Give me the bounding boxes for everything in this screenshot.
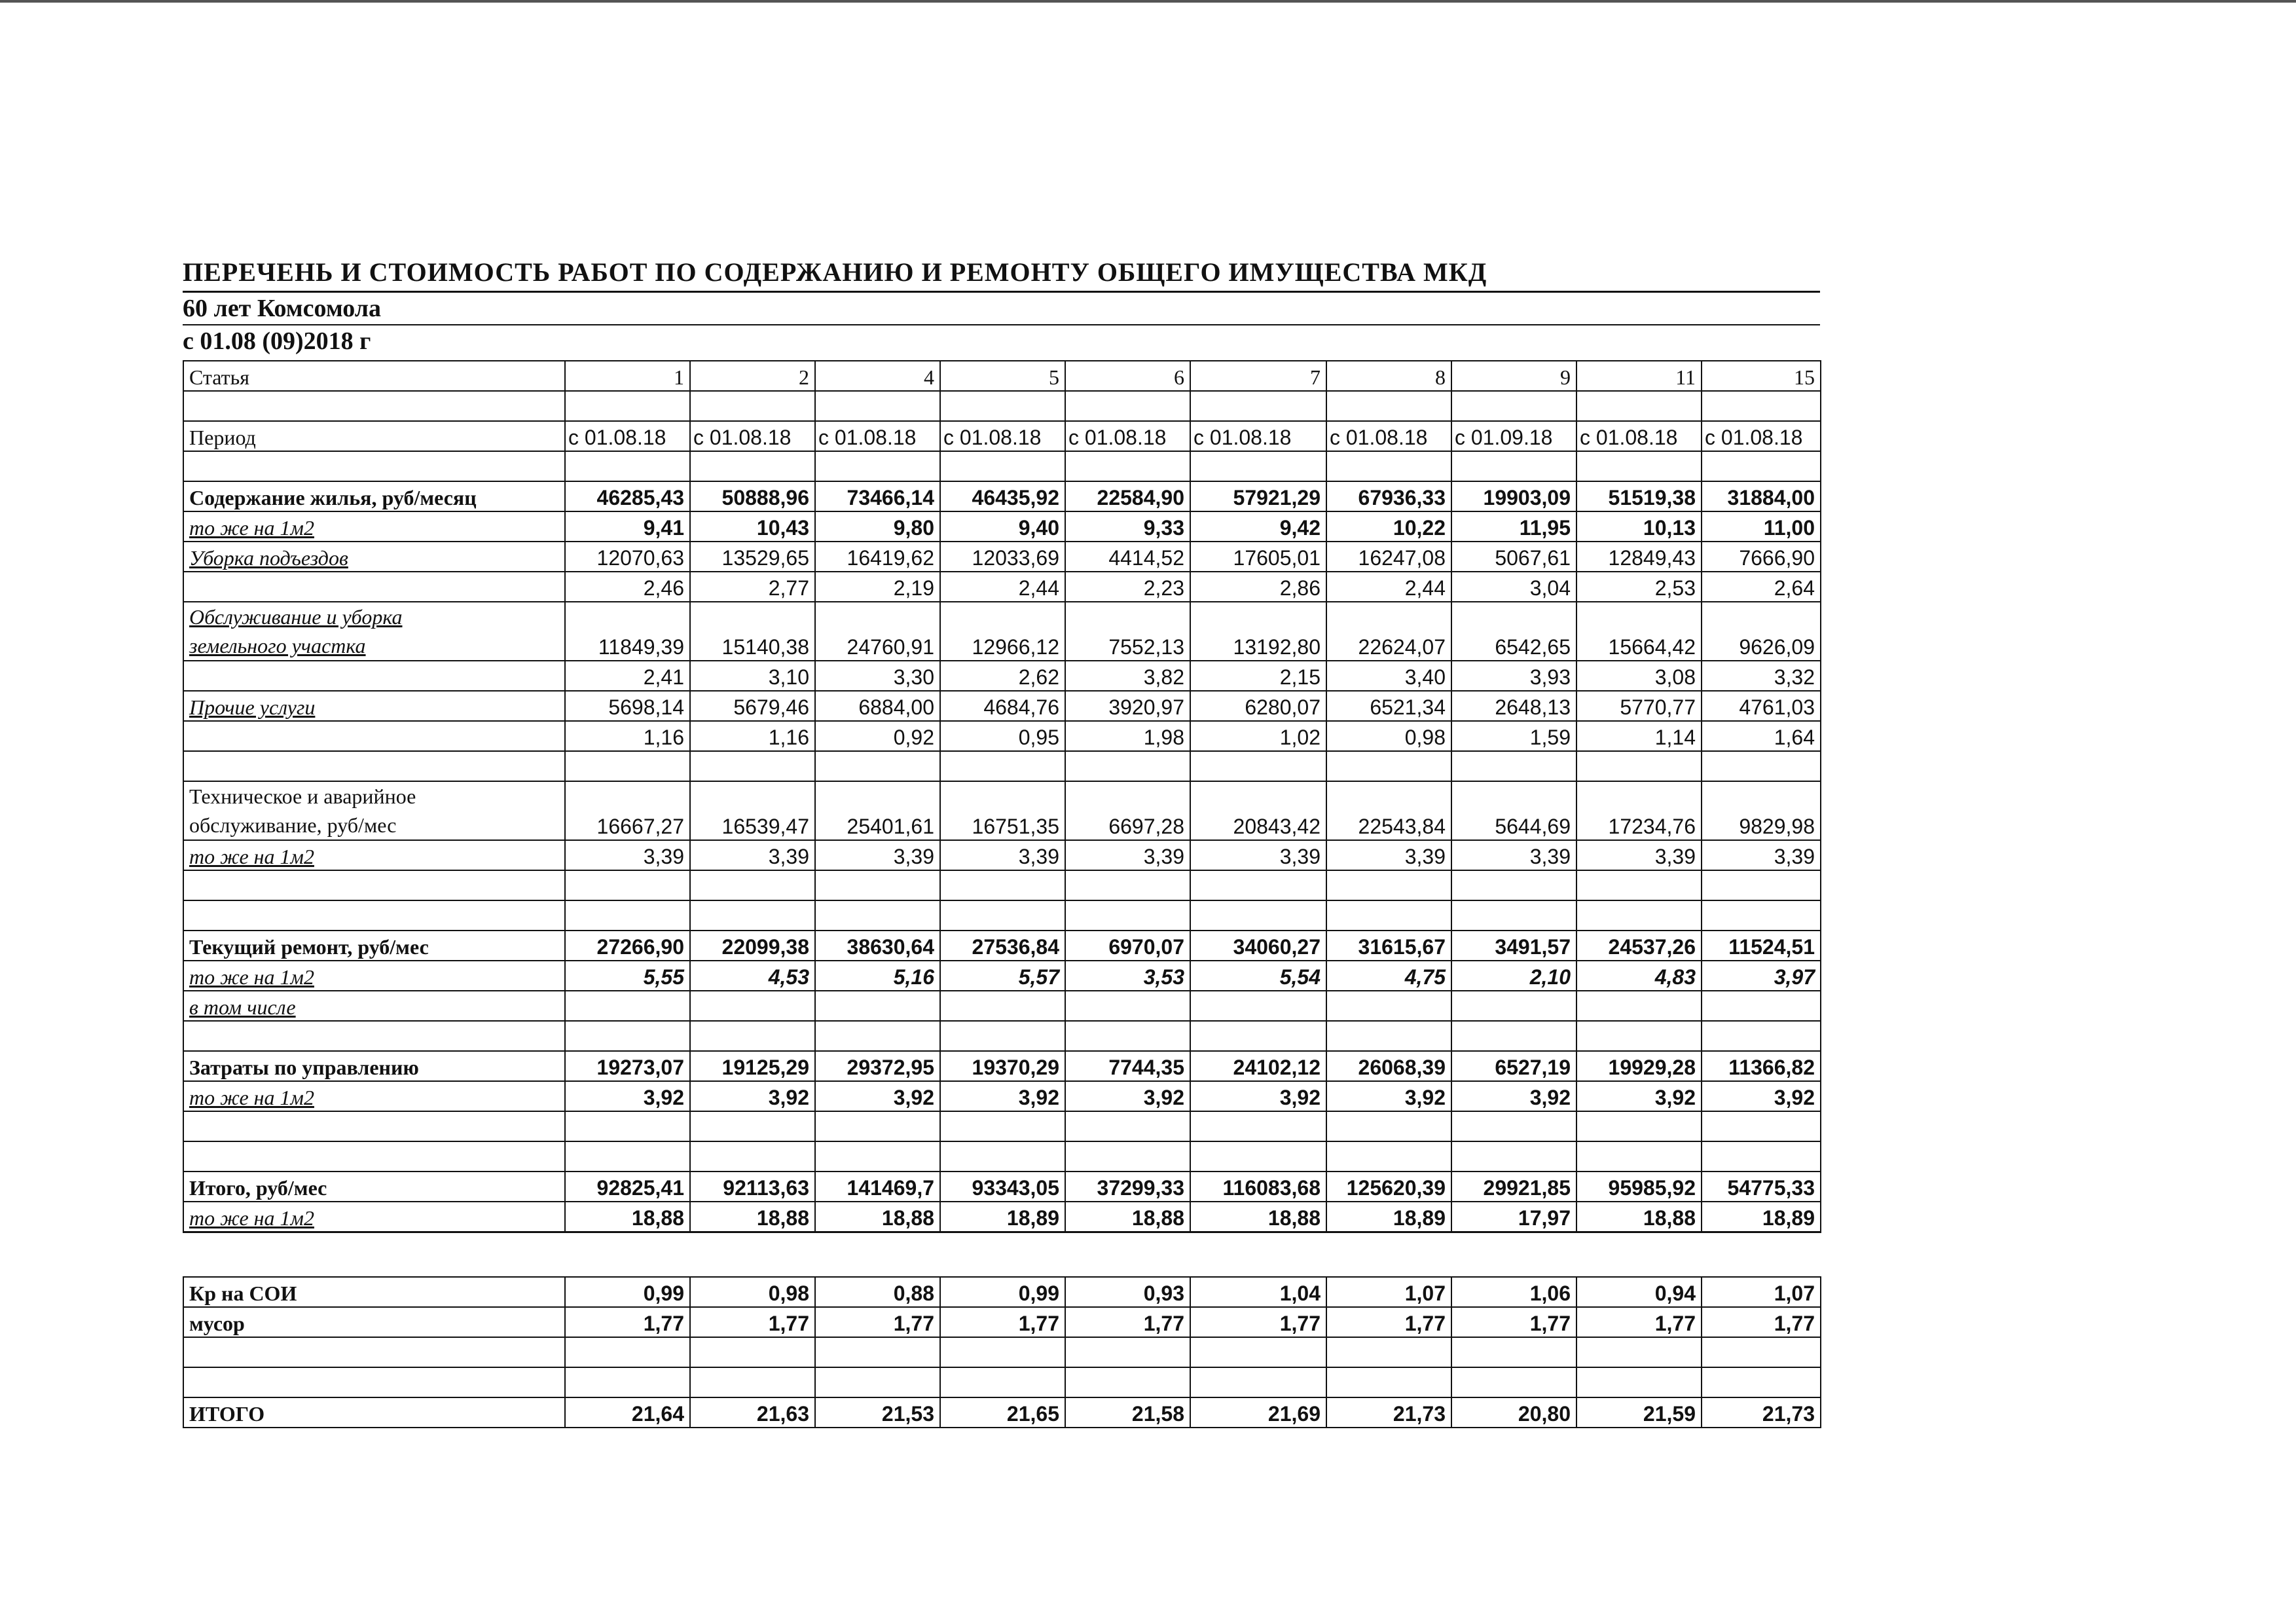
value-cell: 0,99 bbox=[940, 1277, 1065, 1307]
value-cell: 5,55 bbox=[565, 961, 690, 991]
value-cell: 13529,65 bbox=[690, 542, 815, 572]
value-cell: 11366,82 bbox=[1702, 1051, 1821, 1081]
house-number: 11 bbox=[1576, 361, 1702, 391]
value-cell: 15664,42 bbox=[1576, 602, 1702, 661]
value-cell: 1,64 bbox=[1702, 721, 1821, 751]
value-cell: 2,15 bbox=[1190, 661, 1326, 691]
value-cell: 9,41 bbox=[565, 511, 690, 542]
value-cell: 3,92 bbox=[1702, 1081, 1821, 1111]
row-label: Итого, руб/мес bbox=[183, 1172, 565, 1202]
value-cell: 16247,08 bbox=[1326, 542, 1451, 572]
row-total-monthly bbox=[183, 1172, 1821, 1202]
row-land-maintenance bbox=[183, 602, 1821, 661]
value-cell: 7744,35 bbox=[1065, 1051, 1190, 1081]
value-cell: 18,89 bbox=[1326, 1202, 1451, 1232]
value-cell: 12849,43 bbox=[1576, 542, 1702, 572]
period-cell: с 01.08.18 bbox=[940, 421, 1065, 451]
value-cell: 1,04 bbox=[1190, 1277, 1326, 1307]
value-cell: 2,41 bbox=[565, 661, 690, 691]
value-cell: 1,77 bbox=[565, 1307, 690, 1337]
value-cell: 1,77 bbox=[1190, 1307, 1326, 1337]
house-number: 2 bbox=[690, 361, 815, 391]
value-cell: 1,02 bbox=[1190, 721, 1326, 751]
row-per-m2 bbox=[183, 1202, 1821, 1232]
value-cell: 18,88 bbox=[1576, 1202, 1702, 1232]
row-housing-maintenance bbox=[183, 481, 1821, 511]
value-cell: 2,62 bbox=[940, 661, 1065, 691]
empty-row bbox=[183, 1337, 1821, 1367]
value-cell: 1,98 bbox=[1065, 721, 1190, 751]
row-grand-total bbox=[183, 1397, 1821, 1428]
value-cell: 2,64 bbox=[1702, 572, 1821, 602]
row-garbage bbox=[183, 1307, 1821, 1337]
value-cell: 5679,46 bbox=[690, 691, 815, 721]
row-label: в том числе bbox=[183, 991, 565, 1021]
value-cell: 51519,38 bbox=[1576, 481, 1702, 511]
value-cell: 22099,38 bbox=[690, 931, 815, 961]
value-cell: 3,39 bbox=[815, 840, 940, 870]
value-cell: 20843,42 bbox=[1190, 781, 1326, 840]
row-including bbox=[183, 991, 1821, 1021]
header-row bbox=[183, 361, 1821, 391]
value-cell: 7552,13 bbox=[1065, 602, 1190, 661]
value-cell: 22624,07 bbox=[1326, 602, 1451, 661]
row-per-m2 bbox=[183, 721, 1821, 751]
document-title: ПЕРЕЧЕНЬ И СТОИМОСТЬ РАБОТ ПО СОДЕРЖАНИЮ И РЕМОНТУ ОБЩЕГО ИМУЩЕСТВА МКД bbox=[183, 254, 1820, 293]
value-cell: 6521,34 bbox=[1326, 691, 1451, 721]
house-number: 1 bbox=[565, 361, 690, 391]
value-cell: 9,40 bbox=[940, 511, 1065, 542]
value-cell: 13192,80 bbox=[1190, 602, 1326, 661]
row-per-m2 bbox=[183, 661, 1821, 691]
value-cell: 3,53 bbox=[1065, 961, 1190, 991]
value-cell: 92113,63 bbox=[690, 1172, 815, 1202]
value-cell: 19929,28 bbox=[1576, 1051, 1702, 1081]
row-label: то же на 1м2 bbox=[183, 511, 565, 542]
value-cell: 3,82 bbox=[1065, 661, 1190, 691]
house-number: 8 bbox=[1326, 361, 1451, 391]
row-label: Обслуживание и уборка земельного участка bbox=[183, 602, 565, 661]
value-cell: 2,10 bbox=[1451, 961, 1576, 991]
value-cell: 21,53 bbox=[815, 1397, 940, 1428]
row-per-m2 bbox=[183, 840, 1821, 870]
period-cell: с 01.08.18 bbox=[1326, 421, 1451, 451]
value-cell: 3,92 bbox=[690, 1081, 815, 1111]
empty-row bbox=[183, 751, 1821, 781]
value-cell: 29921,85 bbox=[1451, 1172, 1576, 1202]
value-cell: 3,39 bbox=[1576, 840, 1702, 870]
row-label: Техническое и аварийное обслуживание, руб/мес bbox=[183, 781, 565, 840]
empty-row bbox=[183, 391, 1821, 421]
house-number: 7 bbox=[1190, 361, 1326, 391]
period-cell: с 01.08.18 bbox=[565, 421, 690, 451]
value-cell: 2,77 bbox=[690, 572, 815, 602]
value-cell: 0,98 bbox=[1326, 721, 1451, 751]
row-per-m2 bbox=[183, 961, 1821, 991]
value-cell: 2,46 bbox=[565, 572, 690, 602]
value-cell: 5,57 bbox=[940, 961, 1065, 991]
empty-row bbox=[183, 1367, 1821, 1397]
value-cell: 3,32 bbox=[1702, 661, 1821, 691]
value-cell: 18,88 bbox=[565, 1202, 690, 1232]
value-cell: 1,77 bbox=[940, 1307, 1065, 1337]
value-cell: 17234,76 bbox=[1576, 781, 1702, 840]
value-cell: 37299,33 bbox=[1065, 1172, 1190, 1202]
value-cell: 12033,69 bbox=[940, 542, 1065, 572]
value-cell: 0,88 bbox=[815, 1277, 940, 1307]
value-cell: 9626,09 bbox=[1702, 602, 1821, 661]
value-cell: 0,99 bbox=[565, 1277, 690, 1307]
value-cell: 17,97 bbox=[1451, 1202, 1576, 1232]
value-cell: 93343,05 bbox=[940, 1172, 1065, 1202]
value-cell: 3,92 bbox=[1576, 1081, 1702, 1111]
period-row bbox=[183, 421, 1821, 451]
value-cell: 1,07 bbox=[1702, 1277, 1821, 1307]
empty-row bbox=[183, 1141, 1821, 1172]
value-cell: 6970,07 bbox=[1065, 931, 1190, 961]
value-cell: 16751,35 bbox=[940, 781, 1065, 840]
row-label: мусор bbox=[183, 1307, 565, 1337]
scan-top-edge bbox=[0, 0, 2296, 3]
empty-row bbox=[183, 900, 1821, 931]
value-cell: 31884,00 bbox=[1702, 481, 1821, 511]
value-cell: 18,88 bbox=[690, 1202, 815, 1232]
value-cell: 19125,29 bbox=[690, 1051, 815, 1081]
value-cell: 11,00 bbox=[1702, 511, 1821, 542]
value-cell: 73466,14 bbox=[815, 481, 940, 511]
value-cell: 5,54 bbox=[1190, 961, 1326, 991]
value-cell: 3,39 bbox=[940, 840, 1065, 870]
value-cell: 18,88 bbox=[1065, 1202, 1190, 1232]
value-cell: 21,65 bbox=[940, 1397, 1065, 1428]
value-cell: 0,98 bbox=[690, 1277, 815, 1307]
value-cell: 2,23 bbox=[1065, 572, 1190, 602]
empty-row bbox=[183, 870, 1821, 900]
value-cell: 2,19 bbox=[815, 572, 940, 602]
row-label: Содержание жилья, руб/месяц bbox=[183, 481, 565, 511]
value-cell: 26068,39 bbox=[1326, 1051, 1451, 1081]
value-cell: 3,39 bbox=[1451, 840, 1576, 870]
value-cell: 0,95 bbox=[940, 721, 1065, 751]
row-label: то же на 1м2 bbox=[183, 961, 565, 991]
value-cell: 46435,92 bbox=[940, 481, 1065, 511]
value-cell: 3,30 bbox=[815, 661, 940, 691]
value-cell: 5067,61 bbox=[1451, 542, 1576, 572]
value-cell: 9,42 bbox=[1190, 511, 1326, 542]
value-cell: 19370,29 bbox=[940, 1051, 1065, 1081]
value-cell: 1,14 bbox=[1576, 721, 1702, 751]
tariff-summary-table bbox=[183, 1276, 1821, 1428]
value-cell: 1,77 bbox=[1576, 1307, 1702, 1337]
row-label: Прочие услуги bbox=[183, 691, 565, 721]
value-cell: 3,97 bbox=[1702, 961, 1821, 991]
value-cell: 1,77 bbox=[1065, 1307, 1190, 1337]
value-cell: 3,39 bbox=[1702, 840, 1821, 870]
empty-row bbox=[183, 451, 1821, 481]
row-current-repair bbox=[183, 931, 1821, 961]
value-cell: 5770,77 bbox=[1576, 691, 1702, 721]
value-cell: 16419,62 bbox=[815, 542, 940, 572]
document-address: 60 лет Комсомола bbox=[183, 293, 1820, 325]
value-cell: 10,43 bbox=[690, 511, 815, 542]
row-management-costs bbox=[183, 1051, 1821, 1081]
value-cell: 25401,61 bbox=[815, 781, 940, 840]
value-cell: 116083,68 bbox=[1190, 1172, 1326, 1202]
value-cell: 19903,09 bbox=[1451, 481, 1576, 511]
value-cell: 6542,65 bbox=[1451, 602, 1576, 661]
period-cell: с 01.08.18 bbox=[1190, 421, 1326, 451]
value-cell: 6280,07 bbox=[1190, 691, 1326, 721]
value-cell: 1,77 bbox=[1451, 1307, 1576, 1337]
value-cell: 6527,19 bbox=[1451, 1051, 1576, 1081]
value-cell: 10,13 bbox=[1576, 511, 1702, 542]
value-cell: 57921,29 bbox=[1190, 481, 1326, 511]
value-cell: 1,16 bbox=[565, 721, 690, 751]
period-cell: с 01.08.18 bbox=[1576, 421, 1702, 451]
period-cell: с 01.08.18 bbox=[1702, 421, 1821, 451]
row-per-m2 bbox=[183, 572, 1821, 602]
value-cell: 9,80 bbox=[815, 511, 940, 542]
row-label: Уборка подъездов bbox=[183, 542, 565, 572]
value-cell: 3,92 bbox=[815, 1081, 940, 1111]
period-cell: с 01.08.18 bbox=[815, 421, 940, 451]
value-cell: 141469,7 bbox=[815, 1172, 940, 1202]
empty-row bbox=[183, 1021, 1821, 1051]
value-cell: 18,89 bbox=[1702, 1202, 1821, 1232]
value-cell: 3,39 bbox=[690, 840, 815, 870]
house-number: 4 bbox=[815, 361, 940, 391]
value-cell: 11,95 bbox=[1451, 511, 1576, 542]
house-number: 6 bbox=[1065, 361, 1190, 391]
value-cell: 21,59 bbox=[1576, 1397, 1702, 1428]
house-number: 5 bbox=[940, 361, 1065, 391]
value-cell: 5,16 bbox=[815, 961, 940, 991]
value-cell: 21,73 bbox=[1702, 1397, 1821, 1428]
value-cell: 16667,27 bbox=[565, 781, 690, 840]
value-cell: 3,40 bbox=[1326, 661, 1451, 691]
value-cell: 21,73 bbox=[1326, 1397, 1451, 1428]
value-cell: 92825,41 bbox=[565, 1172, 690, 1202]
value-cell: 3,92 bbox=[1065, 1081, 1190, 1111]
value-cell: 2648,13 bbox=[1451, 691, 1576, 721]
value-cell: 9829,98 bbox=[1702, 781, 1821, 840]
row-capital-repair bbox=[183, 1277, 1821, 1307]
value-cell: 5644,69 bbox=[1451, 781, 1576, 840]
value-cell: 31615,67 bbox=[1326, 931, 1451, 961]
value-cell: 67936,33 bbox=[1326, 481, 1451, 511]
row-per-m2 bbox=[183, 511, 1821, 542]
value-cell: 12070,63 bbox=[565, 542, 690, 572]
value-cell: 15140,38 bbox=[690, 602, 815, 661]
value-cell: 27266,90 bbox=[565, 931, 690, 961]
empty-row bbox=[183, 1111, 1821, 1141]
value-cell: 95985,92 bbox=[1576, 1172, 1702, 1202]
period-label: Период bbox=[183, 421, 565, 451]
value-cell: 0,93 bbox=[1065, 1277, 1190, 1307]
value-cell: 24102,12 bbox=[1190, 1051, 1326, 1081]
value-cell: 125620,39 bbox=[1326, 1172, 1451, 1202]
header-label: Статья bbox=[183, 361, 565, 391]
value-cell: 24760,91 bbox=[815, 602, 940, 661]
value-cell: 21,69 bbox=[1190, 1397, 1326, 1428]
value-cell: 4761,03 bbox=[1702, 691, 1821, 721]
value-cell: 3,08 bbox=[1576, 661, 1702, 691]
value-cell: 3,93 bbox=[1451, 661, 1576, 691]
row-label: ИТОГО bbox=[183, 1397, 565, 1428]
value-cell: 24537,26 bbox=[1576, 931, 1702, 961]
value-cell: 2,44 bbox=[1326, 572, 1451, 602]
value-cell: 3,39 bbox=[1190, 840, 1326, 870]
value-cell: 12966,12 bbox=[940, 602, 1065, 661]
value-cell: 6884,00 bbox=[815, 691, 940, 721]
value-cell: 27536,84 bbox=[940, 931, 1065, 961]
value-cell: 0,94 bbox=[1576, 1277, 1702, 1307]
period-cell: с 01.09.18 bbox=[1451, 421, 1576, 451]
house-number: 15 bbox=[1702, 361, 1821, 391]
value-cell: 1,59 bbox=[1451, 721, 1576, 751]
value-cell: 18,88 bbox=[815, 1202, 940, 1232]
value-cell: 0,92 bbox=[815, 721, 940, 751]
value-cell: 2,86 bbox=[1190, 572, 1326, 602]
value-cell: 10,22 bbox=[1326, 511, 1451, 542]
value-cell: 22543,84 bbox=[1326, 781, 1451, 840]
value-cell: 3,92 bbox=[1190, 1081, 1326, 1111]
value-cell: 11524,51 bbox=[1702, 931, 1821, 961]
document-header bbox=[183, 254, 1820, 357]
value-cell: 46285,43 bbox=[565, 481, 690, 511]
value-cell: 3,92 bbox=[940, 1081, 1065, 1111]
value-cell: 18,88 bbox=[1190, 1202, 1326, 1232]
value-cell: 50888,96 bbox=[690, 481, 815, 511]
value-cell: 22584,90 bbox=[1065, 481, 1190, 511]
row-label: Кр на СОИ bbox=[183, 1277, 565, 1307]
value-cell: 21,63 bbox=[690, 1397, 815, 1428]
row-label: то же на 1м2 bbox=[183, 840, 565, 870]
value-cell: 21,64 bbox=[565, 1397, 690, 1428]
value-cell: 1,77 bbox=[690, 1307, 815, 1337]
row-label: Текущий ремонт, руб/мес bbox=[183, 931, 565, 961]
value-cell: 20,80 bbox=[1451, 1397, 1576, 1428]
row-label: то же на 1м2 bbox=[183, 1202, 565, 1232]
value-cell: 5698,14 bbox=[565, 691, 690, 721]
value-cell: 16539,47 bbox=[690, 781, 815, 840]
value-cell: 6697,28 bbox=[1065, 781, 1190, 840]
value-cell: 3,92 bbox=[1326, 1081, 1451, 1111]
value-cell: 11849,39 bbox=[565, 602, 690, 661]
value-cell: 1,07 bbox=[1326, 1277, 1451, 1307]
value-cell: 21,58 bbox=[1065, 1397, 1190, 1428]
value-cell: 34060,27 bbox=[1190, 931, 1326, 961]
value-cell: 1,77 bbox=[1326, 1307, 1451, 1337]
value-cell: 3491,57 bbox=[1451, 931, 1576, 961]
value-cell: 3,39 bbox=[565, 840, 690, 870]
value-cell: 1,16 bbox=[690, 721, 815, 751]
value-cell: 9,33 bbox=[1065, 511, 1190, 542]
value-cell: 3,39 bbox=[1326, 840, 1451, 870]
value-cell: 3,39 bbox=[1065, 840, 1190, 870]
row-technical-service bbox=[183, 781, 1821, 840]
row-other-services bbox=[183, 691, 1821, 721]
value-cell: 1,77 bbox=[815, 1307, 940, 1337]
value-cell: 4,75 bbox=[1326, 961, 1451, 991]
value-cell: 1,06 bbox=[1451, 1277, 1576, 1307]
value-cell: 2,53 bbox=[1576, 572, 1702, 602]
cost-table bbox=[183, 360, 1821, 1233]
value-cell: 29372,95 bbox=[815, 1051, 940, 1081]
value-cell: 3,92 bbox=[1451, 1081, 1576, 1111]
row-per-m2 bbox=[183, 1081, 1821, 1111]
value-cell: 3,92 bbox=[565, 1081, 690, 1111]
period-cell: с 01.08.18 bbox=[1065, 421, 1190, 451]
value-cell: 4684,76 bbox=[940, 691, 1065, 721]
row-label: Затраты по управлению bbox=[183, 1051, 565, 1081]
value-cell: 18,89 bbox=[940, 1202, 1065, 1232]
value-cell: 54775,33 bbox=[1702, 1172, 1821, 1202]
value-cell: 4,83 bbox=[1576, 961, 1702, 991]
value-cell: 1,77 bbox=[1702, 1307, 1821, 1337]
row-label: то же на 1м2 bbox=[183, 1081, 565, 1111]
value-cell: 3,10 bbox=[690, 661, 815, 691]
row-entrance-cleaning bbox=[183, 542, 1821, 572]
period-cell: с 01.08.18 bbox=[690, 421, 815, 451]
value-cell: 17605,01 bbox=[1190, 542, 1326, 572]
house-number: 9 bbox=[1451, 361, 1576, 391]
document-date: с 01.08 (09)2018 г bbox=[183, 327, 371, 355]
value-cell: 4414,52 bbox=[1065, 542, 1190, 572]
value-cell: 3,04 bbox=[1451, 572, 1576, 602]
value-cell: 3920,97 bbox=[1065, 691, 1190, 721]
value-cell: 4,53 bbox=[690, 961, 815, 991]
value-cell: 7666,90 bbox=[1702, 542, 1821, 572]
value-cell: 38630,64 bbox=[815, 931, 940, 961]
value-cell: 2,44 bbox=[940, 572, 1065, 602]
value-cell: 19273,07 bbox=[565, 1051, 690, 1081]
